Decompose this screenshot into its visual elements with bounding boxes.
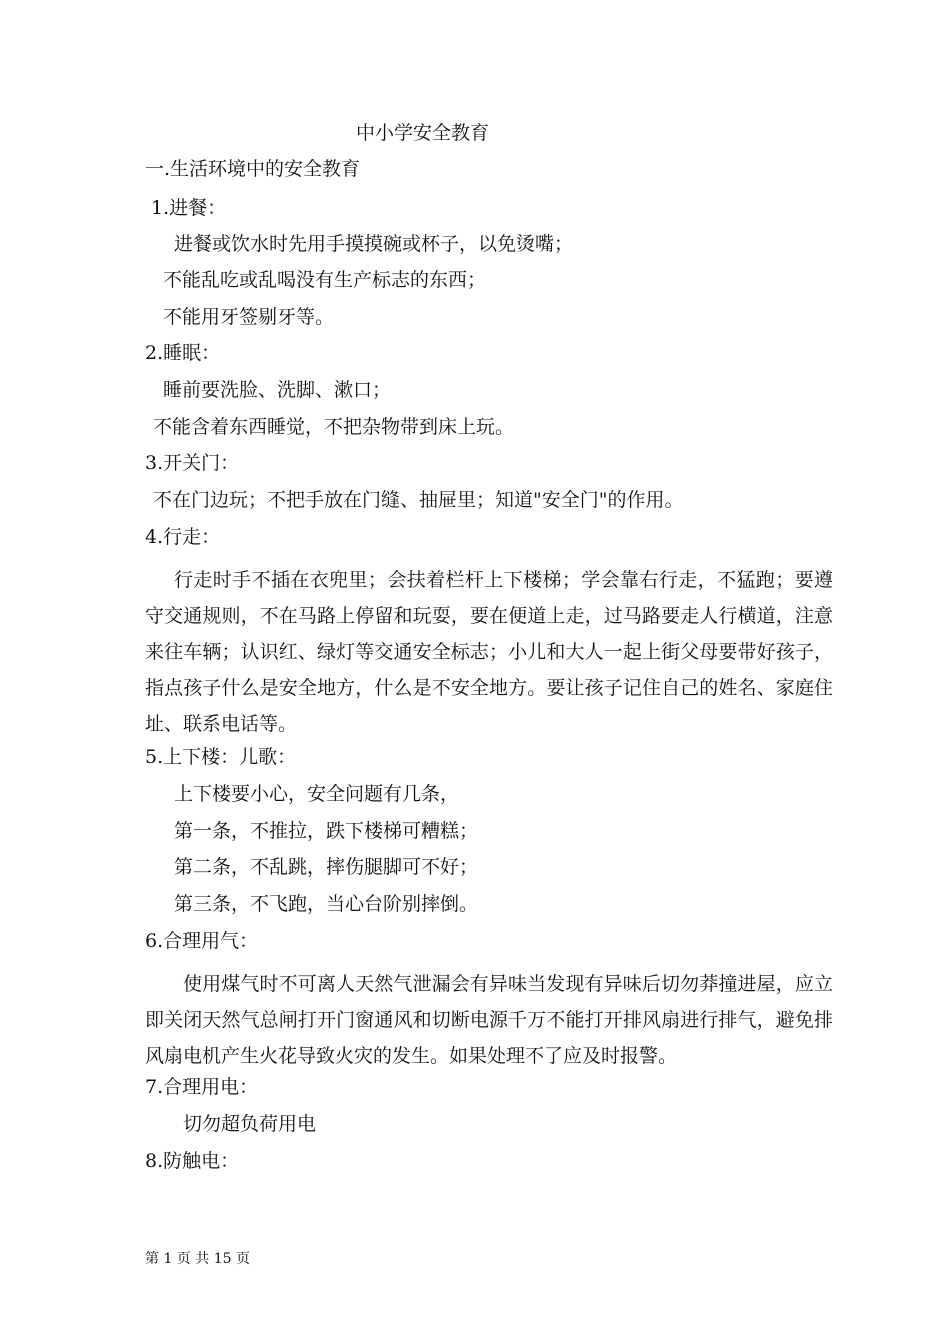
page-footer: 第 1 页 共 15 页	[145, 1251, 250, 1267]
subsection-heading-doors: 3.开关门：	[145, 452, 240, 474]
subsection-heading-stairs: 5.上下楼：儿歌：	[145, 746, 297, 768]
text-line: 不能含着东西睡觉，不把杂物带到床上玩。	[153, 416, 515, 438]
subsection-heading-electric-shock: 8.防触电：	[145, 1150, 240, 1172]
text-line: 进餐或饮水时先用手摸摸碗或杯子，以免烫嘴；	[174, 233, 574, 255]
text-line: 睡前要洗脸、洗脚、漱口；	[163, 379, 392, 401]
document-title: 中小学安全教育	[356, 122, 490, 144]
rhyme-line: 第一条，不推拉，跌下楼梯可糟糕；	[174, 820, 479, 842]
subsection-heading-sleep: 2.睡眠：	[145, 342, 221, 364]
subsection-heading-gas: 6.合理用气：	[145, 930, 259, 952]
text-line: 不能用牙签剔牙等。	[163, 306, 335, 328]
rhyme-line: 上下楼要小心，安全问题有几条，	[174, 783, 460, 805]
paragraph-walking: 行走时手不插在衣兜里；会扶着栏杆上下楼梯；学会靠右行走，不猛跑；要遵守交通规则，不在马路上停留和玩耍，要在便道上走，过马路要走人行横道，注意来往车辆；认识红、绿灯等交通安全标志；小儿和大人一起上街父母要带好孩子，指点孩子什么是安全地方，什么是不安全地方。要让孩子记住自己的姓名、家庭住址、联系电话等。	[145, 569, 833, 735]
text-line: 切勿超负荷用电	[183, 1113, 317, 1135]
rhyme-line: 第三条，不飞跑，当心台阶别摔倒。	[174, 893, 479, 915]
text-line: 不在门边玩；不把手放在门缝、抽屉里；知道"安全门"的作用。	[153, 489, 684, 511]
rhyme-line: 第二条，不乱跳，摔伤腿脚可不好；	[174, 856, 479, 878]
subsection-heading-electricity: 7.合理用电：	[145, 1076, 259, 1098]
section-heading: 一.生活环境中的安全教育	[145, 158, 361, 180]
text-line: 不能乱吃或乱喝没有生产标志的东西；	[163, 269, 487, 291]
subsection-heading-walking: 4.行走：	[145, 526, 221, 548]
subsection-heading-meals: 1.进餐：	[151, 197, 227, 219]
paragraph-gas: 使用煤气时不可离人天然气泄漏会有异味当发现有异味后切勿莽撞进屋，应立即关闭天然气总闸打开门窗通风和切断电源千万不能打开排风扇进行排气，避免排风扇电机产生火花导致火灾的发生。如果处理不了应及时报警。	[145, 973, 833, 1067]
